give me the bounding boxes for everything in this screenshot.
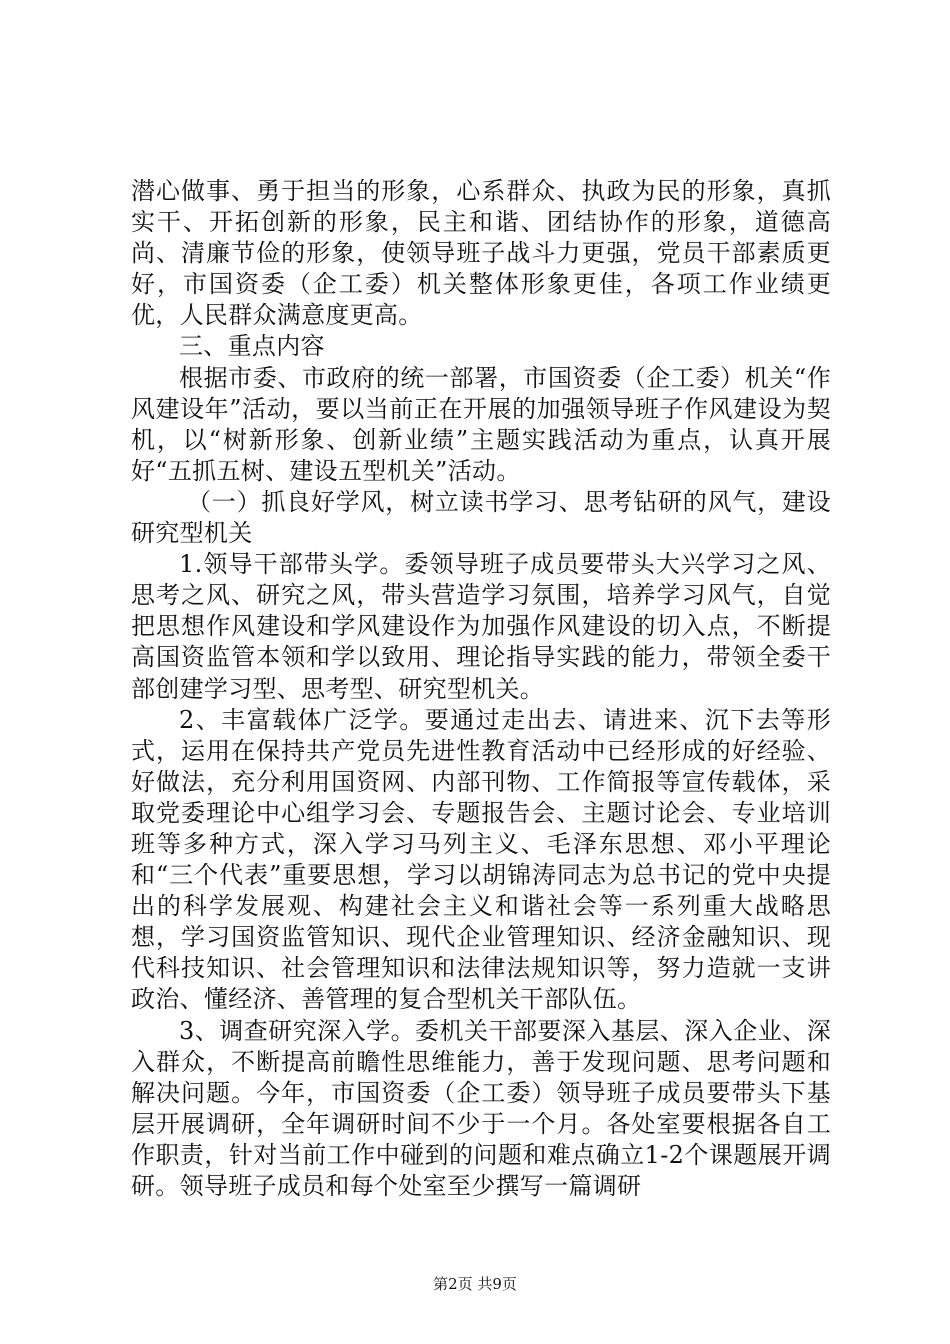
document-body [131, 176, 831, 1202]
paragraph-continued-image-goals: 潜心做事、勇于担当的形象，心系群众、执政为民的形象，真抓实干、开拓创新的形象，民主和谐、团结协作的形象，道德高尚、清廉节俭的形象，使领导班子战斗力更强，党员干部素质更好，市国资委（企工委）机关整体形象更佳，各项工作业绩更优，人民群众满意度更高。 [131, 177, 831, 330]
paragraph-item-3-research-study: 3、调查研究深入学。委机关干部要深入基层、深入企业、深入群众，不断提高前瞻性思维能力，善于发现问题、思考问题和解决问题。今年，市国资委（企工委）领导班子成员要带头下基层开展调研，全年调研时间不少于一个月。各处室要根据各自工作职责，针对当前工作中碰到的问题和难点确立1-2个课题展开调研。领导班子成员和每个处室至少撰写一篇调研 [131, 1016, 831, 1200]
page-number-footer: 第2页 共9页 [433, 1275, 517, 1293]
paragraph-item-1-leaders-study: 1.领导干部带头学。委领导班子成员要带头大兴学习之风、思考之风、研究之风，带头营造学习氛围，培养学习风气，自觉把思想作风建设和学风建设作为加强作风建设的切入点，不断提高国资监管本领和学以致用、理论指导实践的能力，带领全委干部创建学习型、思考型、研究型机关。 [131, 550, 831, 703]
section-heading-key-content: 三、重点内容 [179, 332, 325, 361]
paragraph-deployment: 根据市委、市政府的统一部署，市国资委（企工委）机关“作风建设年”活动，要以当前正在开展的加强领导班子作风建设为契机，以“树新形象、创新业绩”主题实践活动为重点，认真开展好“五抓五树、建设五型机关”活动。 [131, 363, 831, 485]
paragraph-item-2-broad-study: 2、丰富载体广泛学。要通过走出去、请进来、沉下去等形式，运用在保持共产党员先进性教育活动中已经形成的好经验、好做法，充分利用国资网、内部刊物、工作简报等宣传载体，采取党委理论中心组学习会、专题报告会、主题讨论会、专业培训班等多种方式，深入学习马列主义、毛泽东思想、邓小平理论和“三个代表”重要思想，学习以胡锦涛同志为总书记的党中央提出的科学发展观、构建社会主义和谐社会等一系列重大战略思想，学习国资监管知识、现代企业管理知识、经济金融知识、现代科技知识、社会管理知识和法律法规知识等，努力造就一支讲政治、懂经济、善管理的复合型机关干部队伍。 [131, 705, 831, 1014]
subsection-heading-study-style: （一）抓良好学风，树立读书学习、思考钻研的风气，建设研究型机关 [131, 487, 831, 548]
